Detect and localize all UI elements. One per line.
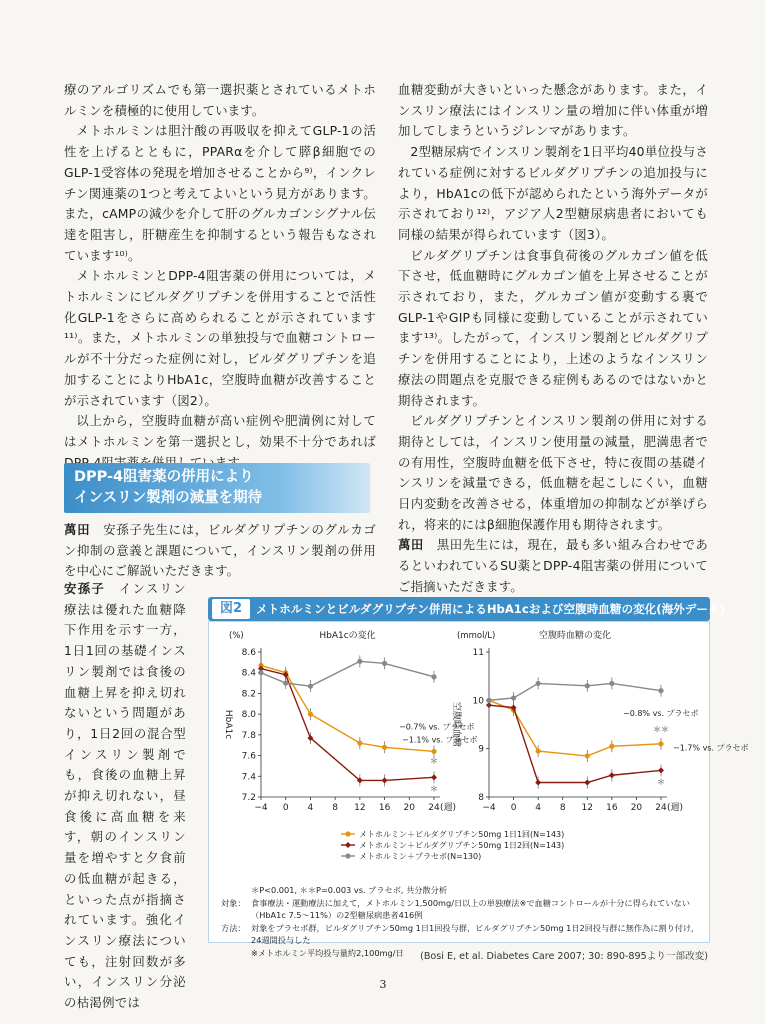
x-tick-label: 0 xyxy=(510,803,517,813)
figure-title-bar xyxy=(208,597,725,621)
figure-note: ※メトホルミン平均投与量約2,100mg/日 xyxy=(251,947,404,958)
x-tick-label: 4 xyxy=(535,803,542,813)
section-heading xyxy=(64,463,370,513)
section-heading-line1: DPP-4阻害薬の併用により xyxy=(74,469,254,485)
y-tick-label: 7.4 xyxy=(241,772,256,783)
y-axis-label: 空腹時血糖 xyxy=(451,701,461,748)
legend-label: メトホルミン＋ビルダグリプチン50mg 1日2回(N=143) xyxy=(359,841,565,850)
legend-marker xyxy=(345,853,350,858)
y-tick-label: 8.0 xyxy=(241,710,256,721)
left-column-narrow xyxy=(64,579,186,1014)
y-unit-label: (mmol/L) xyxy=(457,631,496,641)
data-point xyxy=(609,681,614,686)
y-tick-label: 8 xyxy=(478,793,484,803)
legend-label: メトホルミン＋プラセボ(N=130) xyxy=(359,852,482,861)
data-point xyxy=(431,749,436,754)
data-point xyxy=(308,684,313,689)
data-point xyxy=(382,777,388,783)
paragraph xyxy=(64,520,376,582)
significance-mark: ＊ xyxy=(430,784,438,794)
data-point xyxy=(536,681,541,686)
paragraph: 血糖変動が大きいといった懸念があります。また，インスリン療法にはインスリン量の増加に伴い体重が増加してしまうというジレンマがあります。 xyxy=(398,82,708,139)
x-tick-label: 0 xyxy=(282,803,289,813)
data-point xyxy=(258,670,263,675)
y-unit-label: (%) xyxy=(229,631,244,641)
significance-mark: ＊＊ xyxy=(653,724,669,734)
data-point xyxy=(658,688,663,693)
data-point xyxy=(609,744,614,749)
x-tick-label: 16 xyxy=(378,803,391,813)
right-column xyxy=(398,80,708,598)
annotation: −1.1% vs. プラセボ xyxy=(402,735,478,745)
y-axis-label: HbA1c xyxy=(223,709,233,740)
y-tick-label: 10 xyxy=(472,696,484,707)
paragraph: ビルダグリプチンは食事負荷後のグルカゴン値を低下させ，低血糖時にグルカゴン値を上昇させることが示されており，また，グルカゴン値が変動する裏でGLP-1やGIPも同様に変動していることが示されています¹³⁾。したがって，インスリン製剤とビルダグリプチンを併用することにより，上述のようなインスリン療法の問題点を克服できる症例もあるのではないかと期待されます。 xyxy=(398,247,708,408)
figure-note: 方法： 対象をプラセボ群，ビルダグリプチン50mg 1日1回投与群，ビルダグリプチン50mg 1日2回投与群に無作為に割り付け，24週間投与した xyxy=(221,922,700,945)
paragraph: メトホルミンは胆汁酸の再吸収を抑えてGLP-1の活性を上げるとともに，PPARαを介して膵β細胞でのGLP-1受容体の発現を増加させることから⁹⁾，インクレチン関連薬の1つと考えてよいという見方があります。また，cAMPの減少を介して肝のグルカゴンシグナル伝達を阻害し，肝糖産生を抑制するという報告もなされています¹⁰⁾。 xyxy=(64,123,376,263)
paragraph: 2型糖尿病でインスリン製剤を1日平均40単位投与されている症例に対するビルダグリプチンの追加投与により，HbA1cの低下が認められたという海外データが示されており¹²⁾，アジア人2型糖尿病患者においても同様の結果が得られています（図3）。 xyxy=(398,144,708,242)
x-tick-label: −4 xyxy=(254,803,268,813)
data-point xyxy=(584,780,590,786)
paragraph xyxy=(64,579,186,1014)
speaker-name: 萬田 xyxy=(64,522,91,537)
figure-number: 図2 xyxy=(212,599,250,619)
speaker-text: 黒田先生には，現在，最も多い組み合わせであるといわれているSU薬とDPP-4阻害薬の併用についてご指摘いただきます。 xyxy=(398,537,709,594)
data-point xyxy=(357,741,362,746)
x-tick-label: 12 xyxy=(354,803,366,813)
section-heading-line2: インスリン製剤の減量を期待 xyxy=(74,490,263,506)
speaker-text: インスリン療法は優れた血糖降下作用を示す一方，1日1回の基礎インスリン製剤では食後の血糖上昇を抑え切れないという問題があり，1日2回の混合型インスリン製剤でも，食後の血糖上昇が抑え切れない，昼食後に高血糖を来す，朝のインスリン量を増やすと夕食前の低血糖が起きる，といった点が指摘されています。強化インスリン療法についても，注射回数が多い，インスリン分泌の枯渇例では xyxy=(64,581,186,1011)
left-column-middle xyxy=(64,520,376,582)
data-point xyxy=(382,661,387,666)
figure-title: メトホルミンとビルダグリプチン併用によるHbA1cおよび空腹時血糖の変化(海外データ) xyxy=(256,602,725,616)
left-column-top xyxy=(64,80,376,473)
significance-mark: ＊ xyxy=(657,777,665,787)
x-tick-label: 20 xyxy=(630,803,643,813)
paragraph: ビルダグリプチンとインスリン製剤の併用に対する期待としては，インスリン使用量の減量，肥満患者での有用性，空腹時血糖を低下させ，特に夜間の基礎インスリンを減量できる，低血糖を起こしにくい，血糖日内変動を改善させる，体重増加の抑制などが挙げられ，将来的にはβ細胞保護作用も期待されます。 xyxy=(398,413,708,532)
x-tick-label: −4 xyxy=(482,803,496,813)
y-tick-label: 7.8 xyxy=(241,730,256,741)
data-point xyxy=(585,753,590,758)
x-axis-label: (週) xyxy=(440,803,457,813)
chart-title: 空腹時血糖の変化 xyxy=(538,631,612,641)
data-point xyxy=(535,780,541,786)
x-tick-label: 4 xyxy=(307,803,314,813)
y-tick-label: 9 xyxy=(478,744,484,755)
paragraph: 以上から，空腹時血糖が高い症例や肥満例に対してはメトホルミンを第一選択とし，効果不十分であれば xyxy=(64,413,376,449)
legend-marker xyxy=(345,842,351,848)
y-tick-label: 8.2 xyxy=(241,689,256,700)
data-point xyxy=(382,745,387,750)
paragraph: メトホルミンとDPP-4阻害薬の併用については，メトホルミンにビルダグリプチンを併用することで活性化GLP-1をさらに高められることが示されています¹¹⁾。また，メトホルミンの単独投与で血糖コントロールが不十分だった症例に対し，ビルダグリプチンを追加することによりHbA1c，空腹時血糖が改善することが示されています（図2）。 xyxy=(64,268,376,408)
x-tick-label: 8 xyxy=(332,803,339,813)
chart-title: HbA1cの変化 xyxy=(319,631,376,641)
data-point xyxy=(658,741,663,746)
data-point xyxy=(486,698,491,703)
data-point xyxy=(431,674,436,679)
speaker-text: 安孫子先生には，ビルダグリプチンのグルカゴン抑制の意義と課題について，インスリン製剤の併用を中心にご解説いただきます。 xyxy=(64,522,377,579)
data-point xyxy=(609,772,615,778)
x-axis-label: (週) xyxy=(667,803,684,813)
annotation: −1.7% vs. プラセボ xyxy=(673,743,749,753)
y-tick-label: 8.4 xyxy=(241,668,256,679)
x-tick-label: 16 xyxy=(606,803,618,813)
annotation: −0.8% vs. プラセボ xyxy=(623,708,699,718)
y-tick-label: 7.2 xyxy=(241,793,256,803)
significance-mark: ＊ xyxy=(430,756,438,766)
annotation: −0.7% vs. プラセボ xyxy=(399,722,475,732)
figure-2 xyxy=(208,597,749,972)
data-point xyxy=(431,774,437,780)
data-point xyxy=(308,712,313,717)
y-tick-label: 8.6 xyxy=(241,648,256,658)
data-point xyxy=(357,659,362,664)
figure-note: 対象： 食事療法・運動療法に加えて，メトホルミン1,500mg/日以上の単独療法※で血糖コントロールが十分に得られていない（HbA1c 7.5〜11%）の2型糖尿病患者416例 xyxy=(221,897,690,920)
legend-label: メトホルミン＋ビルダグリプチン50mg 1日1回(N=143) xyxy=(359,830,565,839)
page-number: 3 xyxy=(379,978,387,991)
y-tick-label: 11 xyxy=(472,648,484,658)
data-point xyxy=(283,680,288,685)
y-tick-label: 7.6 xyxy=(241,751,256,762)
data-point xyxy=(511,695,516,700)
speaker-name: 萬田 xyxy=(398,537,424,553)
figure-charts xyxy=(209,622,749,877)
legend-marker xyxy=(345,831,350,836)
speaker-name: 安孫子 xyxy=(64,581,106,596)
data-point xyxy=(585,683,590,688)
x-tick-label: 12 xyxy=(581,803,594,813)
x-tick-label: 20 xyxy=(403,803,416,813)
data-point xyxy=(536,748,541,753)
x-tick-label: 24 xyxy=(428,803,440,813)
paragraph xyxy=(398,535,708,597)
data-point xyxy=(658,767,664,773)
figure-source: (Bosi E, et al. Diabetes Care 2007; 30: 890-895より一部改変) xyxy=(420,951,708,962)
figure-note: ＊P<0.001, ＊＊P=0.003 vs. プラセボ, 共分散分析 xyxy=(251,885,448,895)
x-tick-label: 8 xyxy=(559,803,566,813)
x-tick-label: 24 xyxy=(655,803,667,813)
paragraph: 療のアルゴリズムでも第一選択薬とされているメトホルミンを積極的に使用しています。 xyxy=(64,82,376,118)
